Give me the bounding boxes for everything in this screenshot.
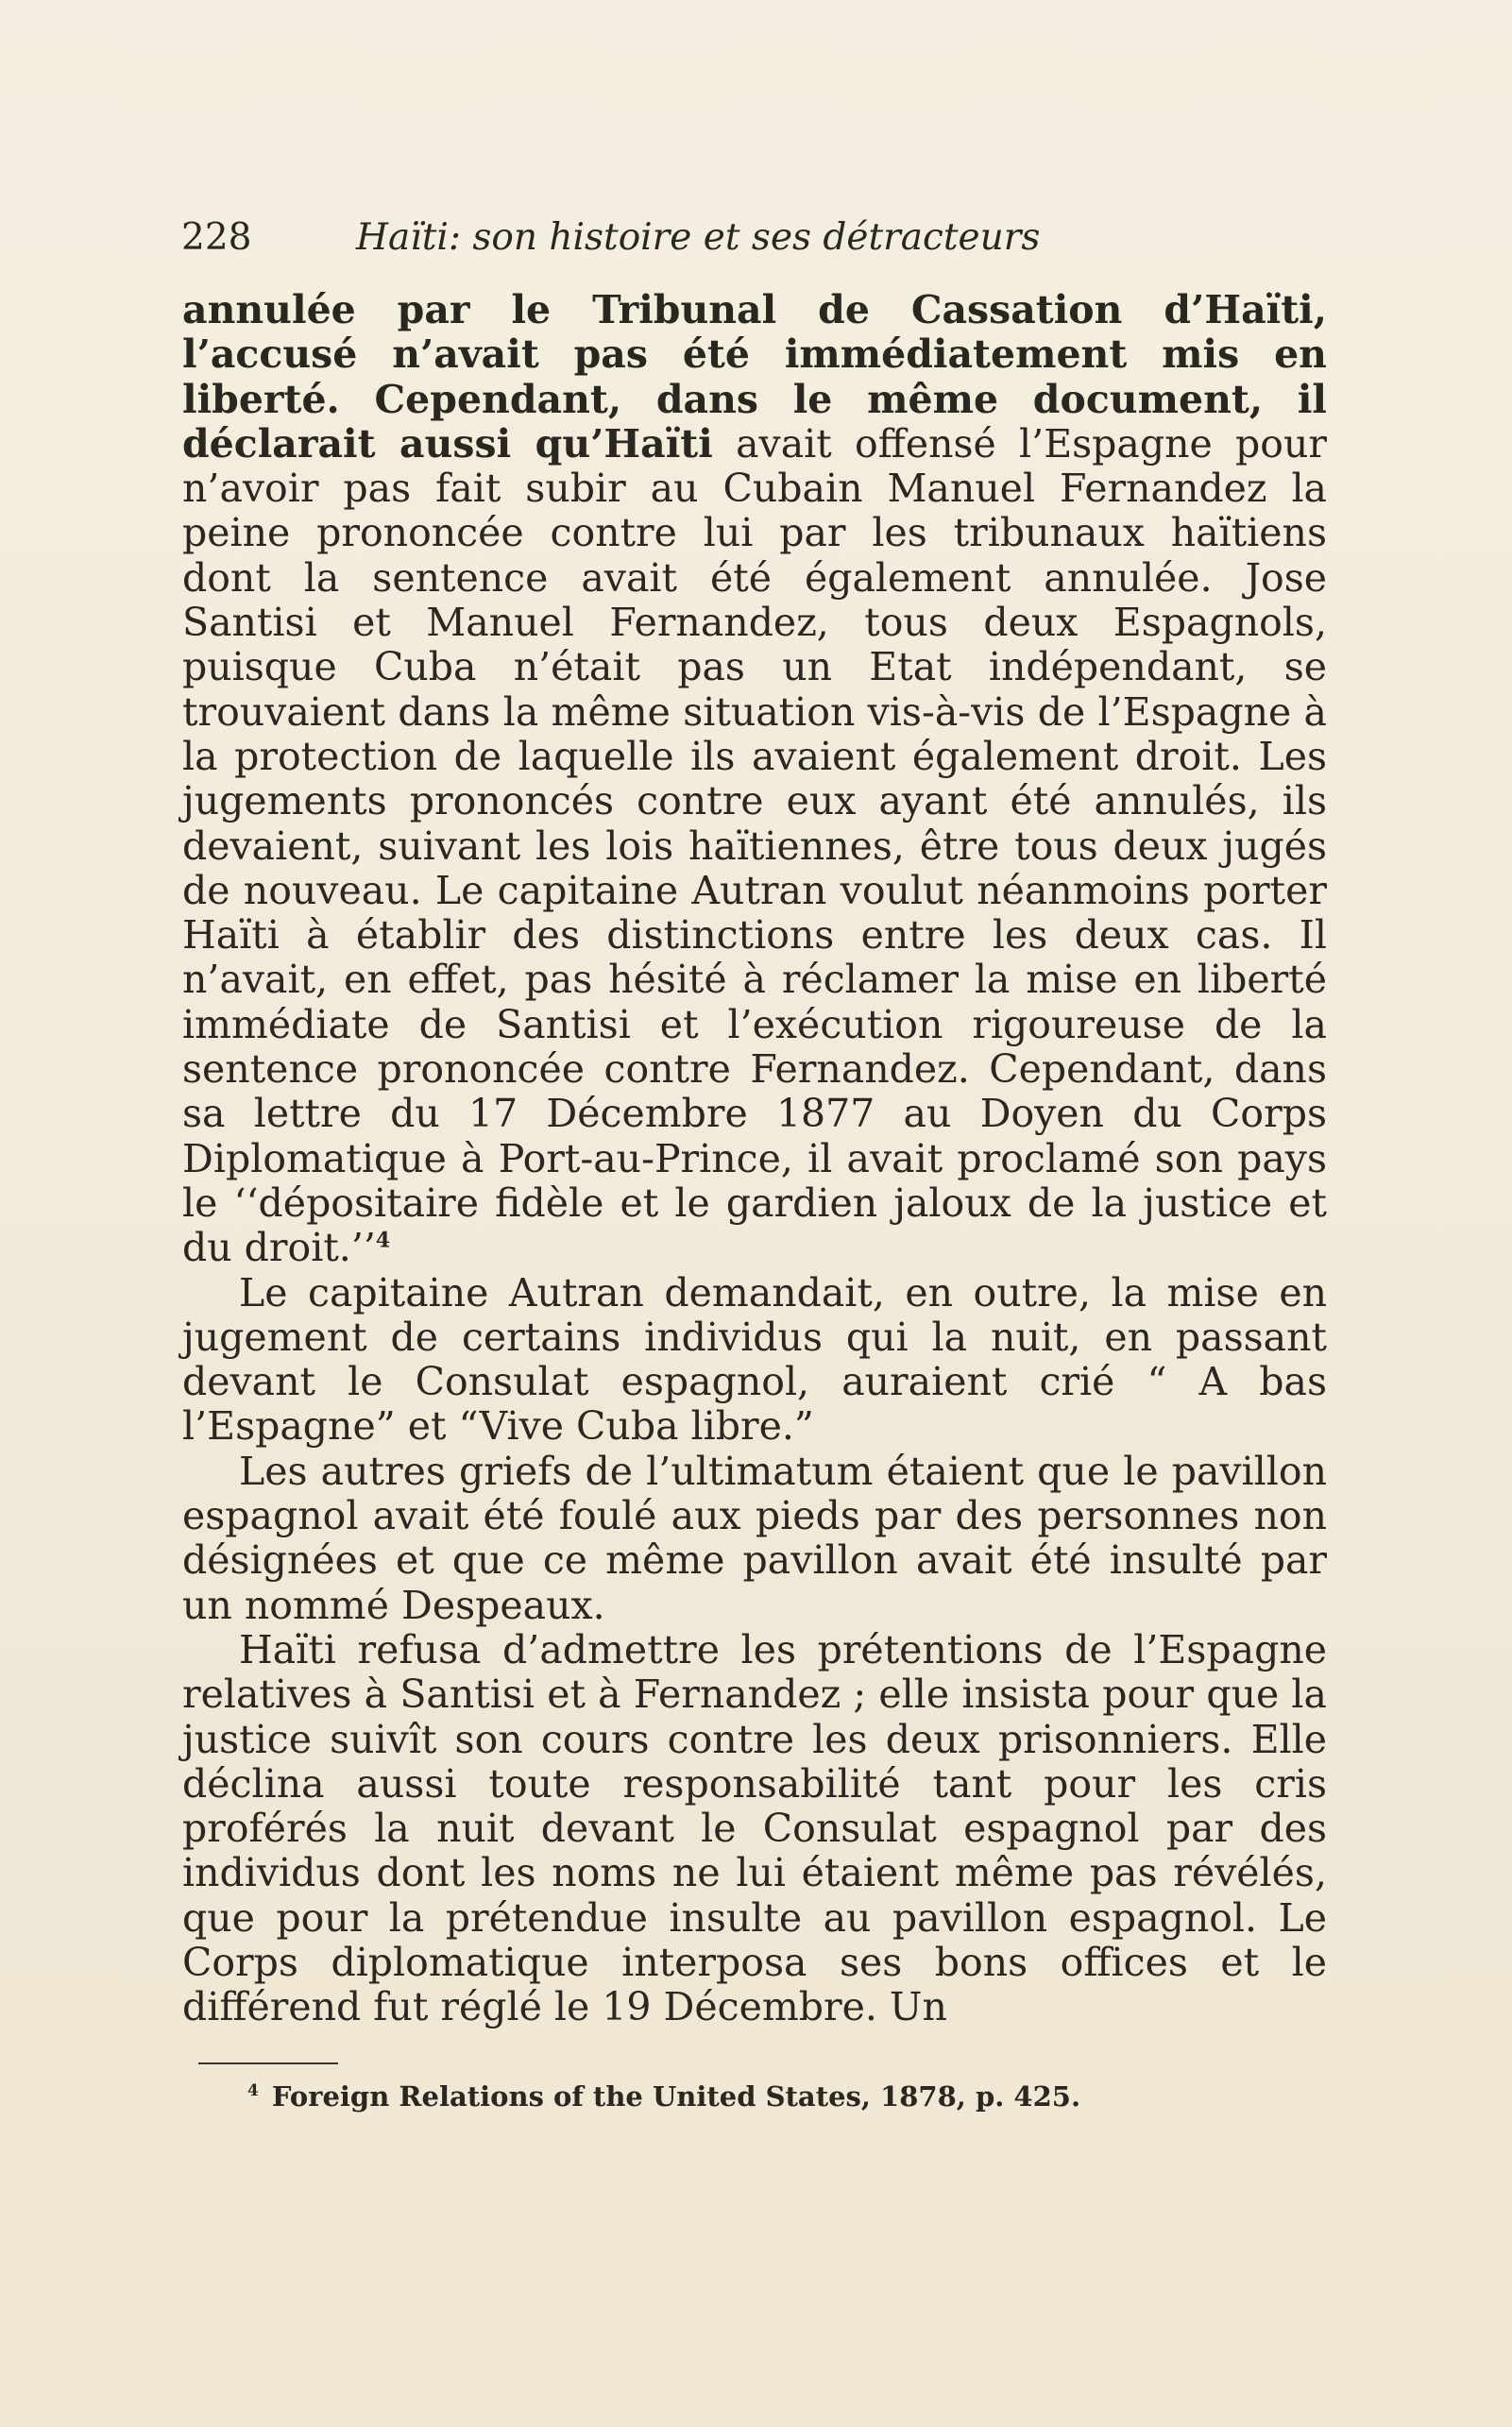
paragraph-2: Le capitaine Autran demandait, en outre, la mise en jugement de certains individus qui la nuit, en passant devant le Consulat espagnol, auraient crié “ A bas l’Espagne” et “Vive Cuba libre.”	[182, 1269, 1327, 1450]
footnote-reference[interactable]: 4	[375, 1228, 391, 1253]
paragraph-1	[182, 288, 1327, 1271]
footnote-marker: 4	[247, 2081, 259, 2101]
running-title: Haïti: son histoire et ses détracteurs	[356, 216, 1041, 259]
running-header	[181, 210, 1324, 266]
paragraph-1-opening: annulée par le Tribunal de Cassation d’Haïti, l’accusé n’avait pas été immédiatement mis en liberté. Cependant, dans le même document, il déclarait aussi qu’Haïti	[182, 287, 1327, 467]
paragraph-1-main: avait offensé l’Espagne pour n’avoir pas fait subir au Cubain Manuel Fernandez la peine prononcée contre lui par les tribunaux haïtiens dont la sentence avait été également annulée. Jose Santisi et Manuel Fernandez, tous deux Espagnols, puisque Cuba n’était pas un Etat indépendant, se trouvaient dans la même situation vis-à-vis de l’Espagne à la protection de laquelle ils avaient également droit. Les jugements prononcés contre eux ayant été annulés, ils devaient, suivant les lois haïtiennes, être tous deux jugés de nouveau. Le capitaine Autran voulut néanmoins porter Haïti à établir des distinctions entre les deux cas. Il n’avait, en effet, pas hésité à réclamer la mise en liberté immédiate de Santisi et l’exécution rigoureuse de la sentence prononcée contre Fernandez. Cependant, dans sa lettre du 17 Décembre 1877 au Doyen du Corps Diplomatique à Port-au-Prince, il avait proclamé son pays le ‘‘dépositaire fidèle et le gardien jaloux de la justice et du droit.’’	[182, 420, 1327, 1271]
body-text	[182, 288, 1327, 2030]
footnote	[247, 2078, 1286, 2115]
footnote-text: Foreign Relations of the United States, 1878, p. 425.	[271, 2080, 1081, 2113]
footnote-divider	[198, 2062, 338, 2064]
paragraph-4: Haïti refusa d’admettre les prétentions de l’Espagne relatives à Santisi et à Fernandez ; elle insista pour que la justice suivît son cours contre les deux prisonniers. Elle déclina aussi toute responsabilité tant pour les cris proférés la nuit devant le Consulat espagnol par des individus dont les noms ne lui étaient même pas révélés, que pour la prétendue insulte au pavillon espagnol. Le Corps diplomatique interposa ses bons offices et le différend fut réglé le 19 Décembre. Un	[182, 1626, 1327, 2030]
paragraph-3: Les autres griefs de l’ultimatum étaient que le pavillon espagnol avait été foulé aux pieds par des personnes non désignées et que ce même pavillon avait été insulté par un nommé Despeaux.	[182, 1448, 1327, 1628]
page-number: 228	[181, 216, 252, 259]
